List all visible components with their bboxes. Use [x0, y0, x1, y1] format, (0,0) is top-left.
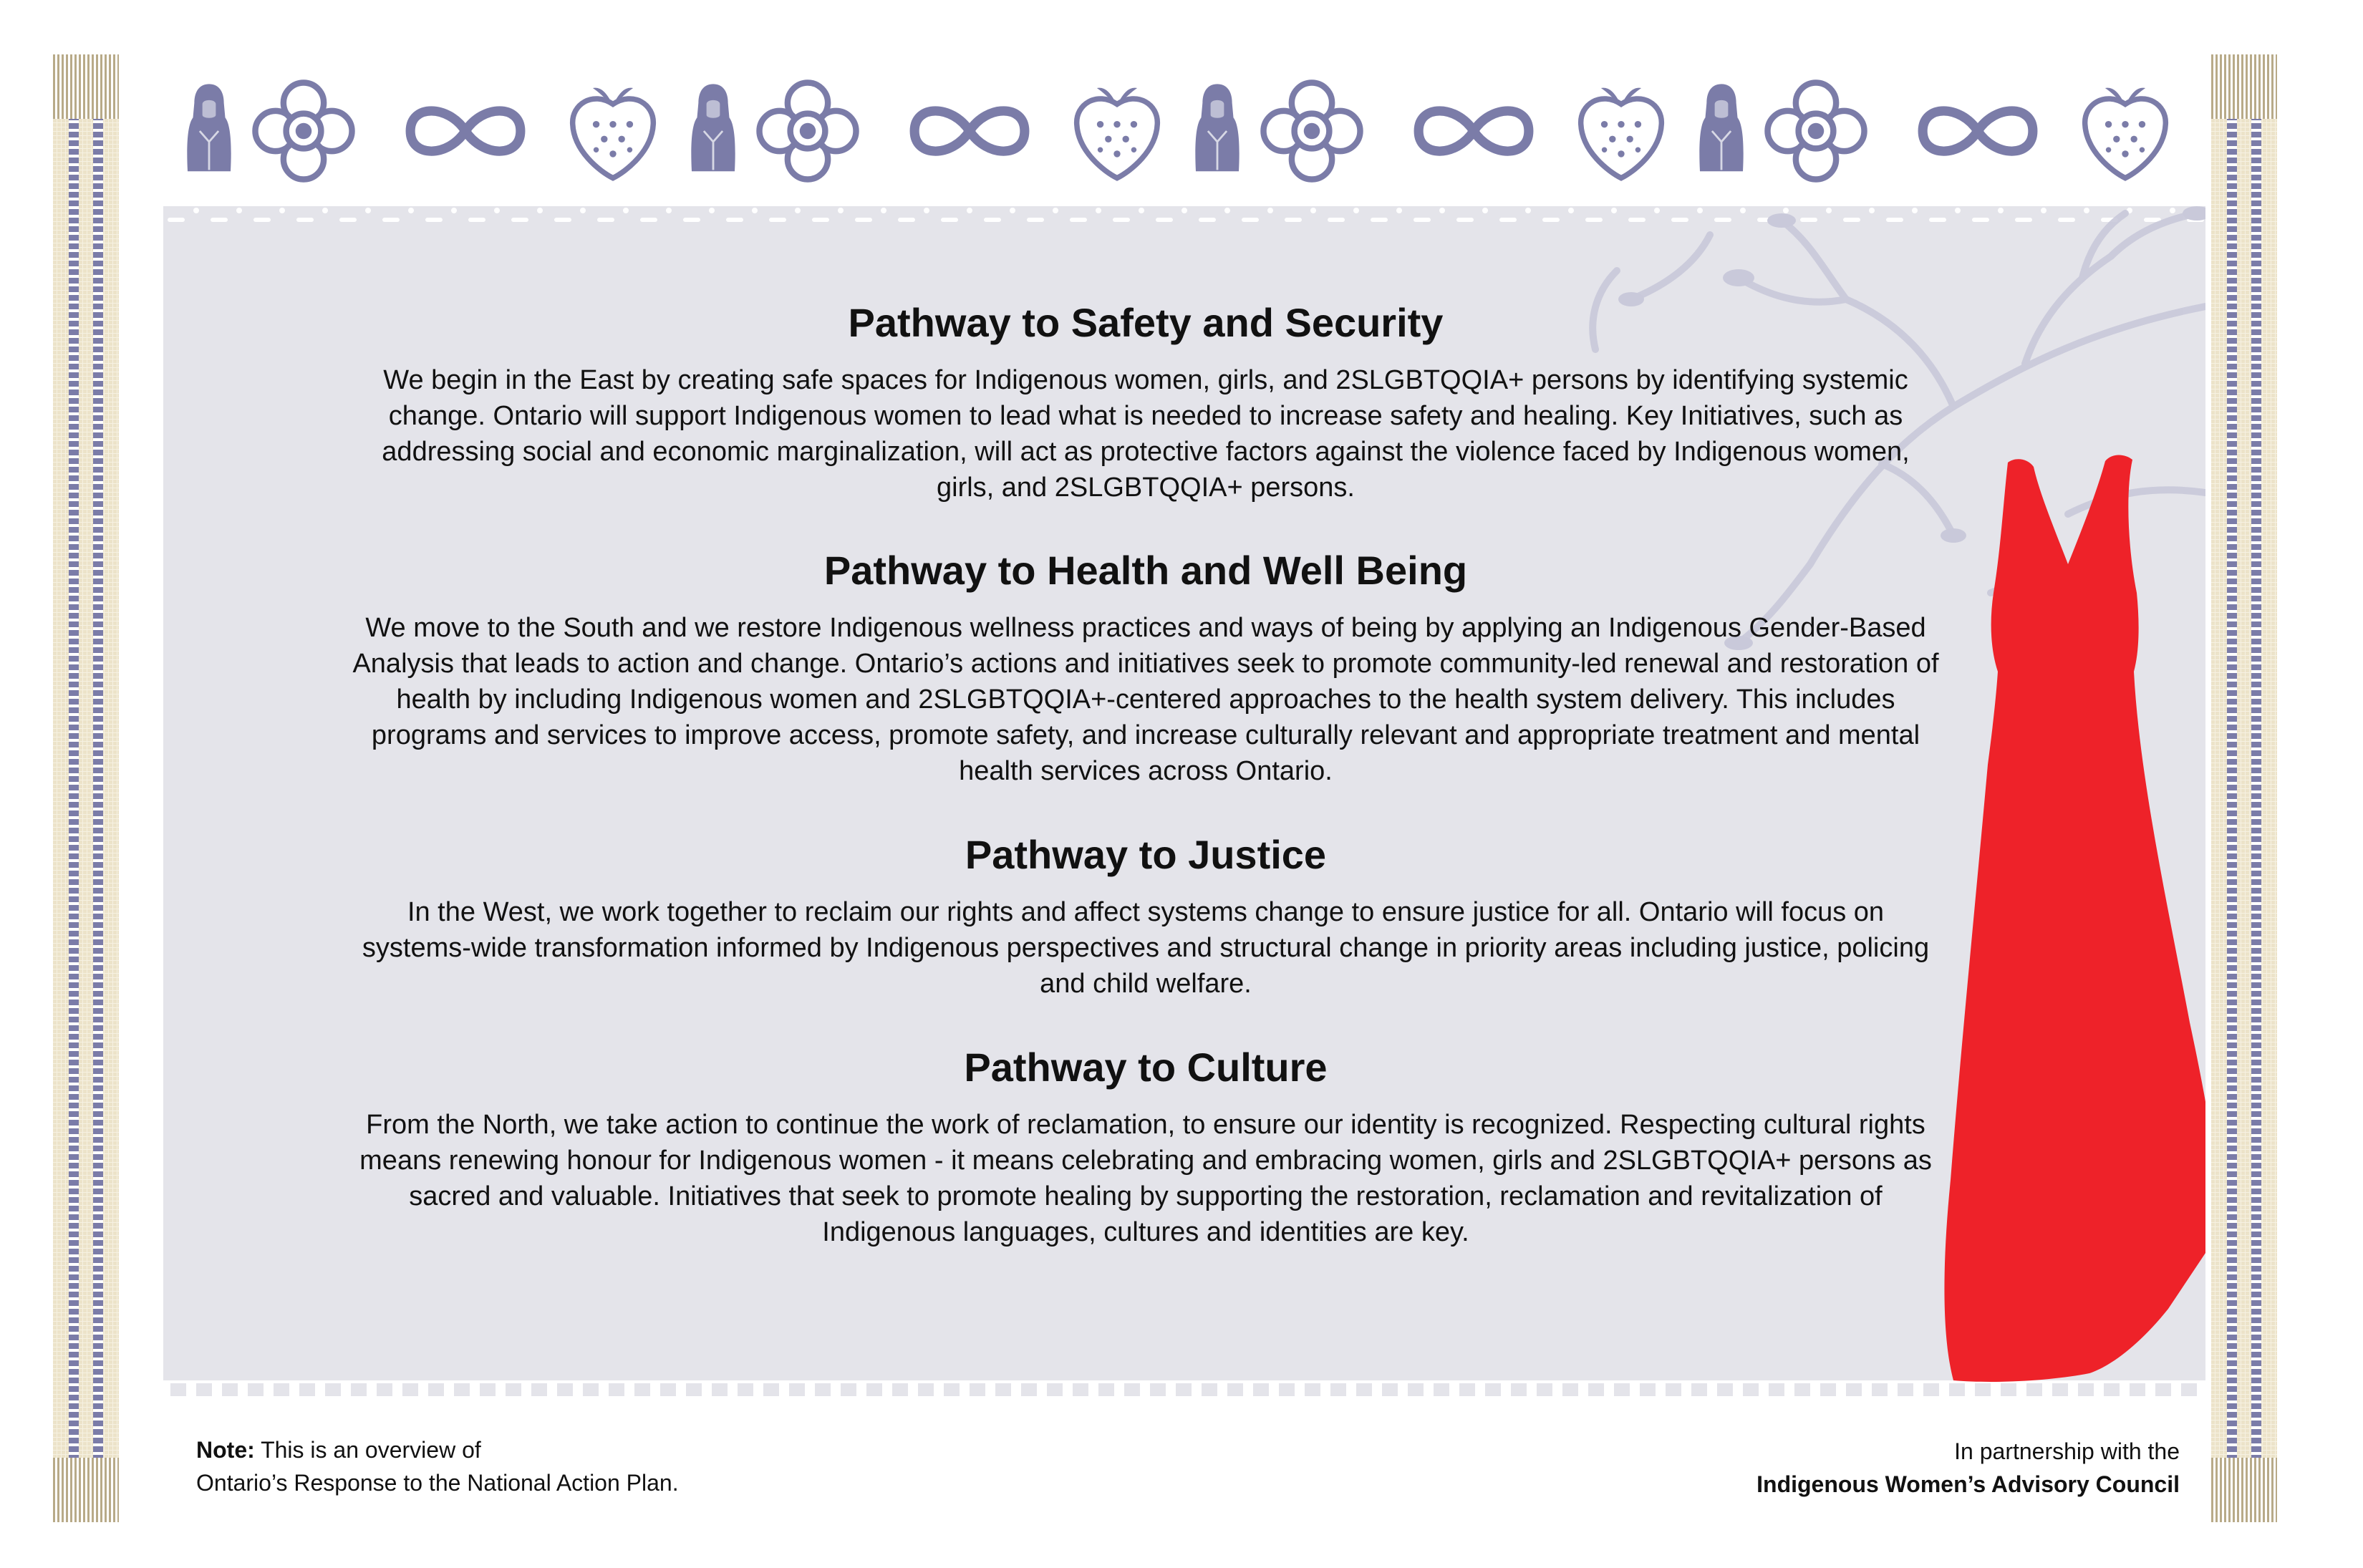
- partner-council-name: Indigenous Women’s Advisory Council: [1756, 1471, 2180, 1497]
- footer-partnership: [1756, 1435, 2180, 1501]
- pathway-health-wellbeing: [351, 547, 1941, 789]
- strawberry-icon: [563, 77, 663, 185]
- note-text: This is an overview of: [254, 1437, 481, 1463]
- hooded-figure-icon: [685, 77, 742, 185]
- note-label: Note:: [196, 1437, 255, 1463]
- flower-icon: [252, 77, 355, 185]
- pathway-title: Pathway to Culture: [964, 1045, 1328, 1090]
- flower-icon: [756, 77, 859, 185]
- infinity-icon: [1909, 77, 2047, 185]
- pathway-justice: [351, 831, 1941, 1002]
- pathway-text: We begin in the East by creating safe spaces for Indigenous women, girls, and 2SLGBTQQIA+ persons by identifying systemic change. Ontario will support Indigenous women to lead what is needed to increase safety and healing. Key Initiatives, such as addressing social and economic marginalization, will act as protective factors against the violence faced by Indigenous women, girls, and 2SLGBTQQIA+ persons.: [382, 365, 1910, 503]
- footer-note: [196, 1433, 679, 1499]
- hooded-figure-icon: [180, 77, 238, 185]
- infinity-icon: [1405, 77, 1542, 185]
- pathway-safety-security: [351, 299, 1941, 505]
- strawberry-icon: [2075, 77, 2175, 185]
- flower-icon: [1260, 77, 1363, 185]
- left-woven-border: [53, 54, 119, 1522]
- flower-icon: [1764, 77, 1867, 185]
- pathway-text: In the West, we work together to reclaim our rights and affect systems change to ensure justice for all. Ontario will focus on systems-wide transformation informed by Indigenous perspectives and structural change in priority areas including justice, policing and child welfare.: [362, 897, 1930, 999]
- infinity-icon: [901, 77, 1038, 185]
- pathway-title: Pathway to Health and Well Being: [823, 548, 1468, 593]
- right-woven-border: [2211, 54, 2277, 1522]
- partner-line1: In partnership with the: [1954, 1438, 2180, 1464]
- top-dotted-edge: [163, 192, 2205, 206]
- hooded-figure-icon: [1693, 77, 1750, 185]
- strawberry-icon: [1571, 77, 1671, 185]
- strawberry-icon: [1067, 77, 1167, 185]
- main-content-panel: [163, 192, 2205, 1402]
- pathway-text: We move to the South and we restore Indigenous wellness practices and ways of being by applying an Indigenous Gender-Based Analysis that leads to action and change. Ontario’s actions and initiatives seek to promote community-led renewal and restoration of health by including Indigenous women and 2SLGBTQQIA+-centered approaches to the health system delivery. This includes programs and services to improve access, promote safety, and increase culturally relevant and appropriate treatment and mental health services across Ontario.: [352, 613, 1939, 786]
- pathway-title: Pathway to Safety and Security: [848, 300, 1444, 345]
- hooded-figure-icon: [1189, 77, 1246, 185]
- note-line2: Ontario’s Response to the National Action Plan.: [196, 1470, 679, 1496]
- pathway-text: From the North, we take action to continue the work of reclamation, to ensure our identity is recognized. Respecting cultural rights means renewing honour for Indigenous women - it means celebrating and embracing women, girls and 2SLGBTQQIA+ persons as sacred and valuable. Initiatives that seek to promote healing by supporting the restoration, reclamation and revitalization of Indigenous languages, cultures and identities are key.: [359, 1110, 1932, 1247]
- pathway-title: Pathway to Justice: [965, 832, 1327, 877]
- motif-icon-row: [180, 77, 2193, 192]
- infinity-icon: [397, 77, 534, 185]
- pathway-culture: [351, 1044, 1941, 1250]
